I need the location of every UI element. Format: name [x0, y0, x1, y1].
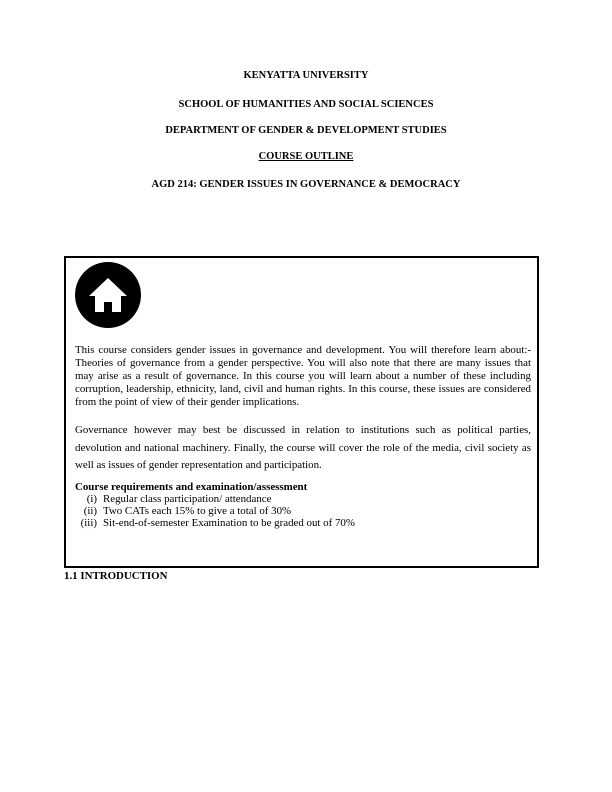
- university-name: KENYATTA UNIVERSITY: [243, 70, 369, 81]
- document-type: COURSE OUTLINE: [258, 151, 354, 162]
- requirements: [75, 481, 355, 529]
- list-item: [75, 505, 355, 517]
- list-text: Sit-end-of-semester Examination to be graded out of 70%: [103, 517, 355, 529]
- course-description: This course considers gender issues in governance and development. You will therefore learn about:- Theories of governance from a gender perspective. You will also note that there are many issues that may arise as a result of governance. In this course you will learn about a number of these including corruption, leadership, ethnicity, land, civil and human rights. In this course, these issues are considered from the point of view of their gender implications.: [75, 344, 531, 408]
- requirements-title: Course requirements and examination/assessment: [75, 481, 308, 493]
- school-name: SCHOOL OF HUMANITIES AND SOCIAL SCIENCES: [178, 99, 434, 110]
- list-item: [75, 493, 355, 505]
- list-number: (ii): [83, 505, 97, 517]
- department-name: DEPARTMENT OF GENDER & DEVELOPMENT STUDIES: [165, 125, 447, 136]
- list-text: Regular class participation/ attendance: [103, 493, 272, 505]
- course-summary-box: [64, 256, 539, 568]
- section-heading: 1.1 INTRODUCTION: [64, 570, 168, 582]
- list-number: (i): [86, 493, 97, 505]
- course-scope: Governance however may best be discussed in relation to institutions such as political parties, devolution and national machinery. Finally, the course will cover the role of the media, civil society as well as issues of gender representation and participation.: [75, 424, 531, 471]
- list-text: Two CATs each 15% to give a total of 30%: [103, 505, 292, 517]
- list-number: (iii): [80, 517, 97, 529]
- home-icon: [75, 262, 141, 328]
- course-title: AGD 214: GENDER ISSUES IN GOVERNANCE & DEMOCRACY: [151, 179, 461, 190]
- list-item: [75, 517, 355, 529]
